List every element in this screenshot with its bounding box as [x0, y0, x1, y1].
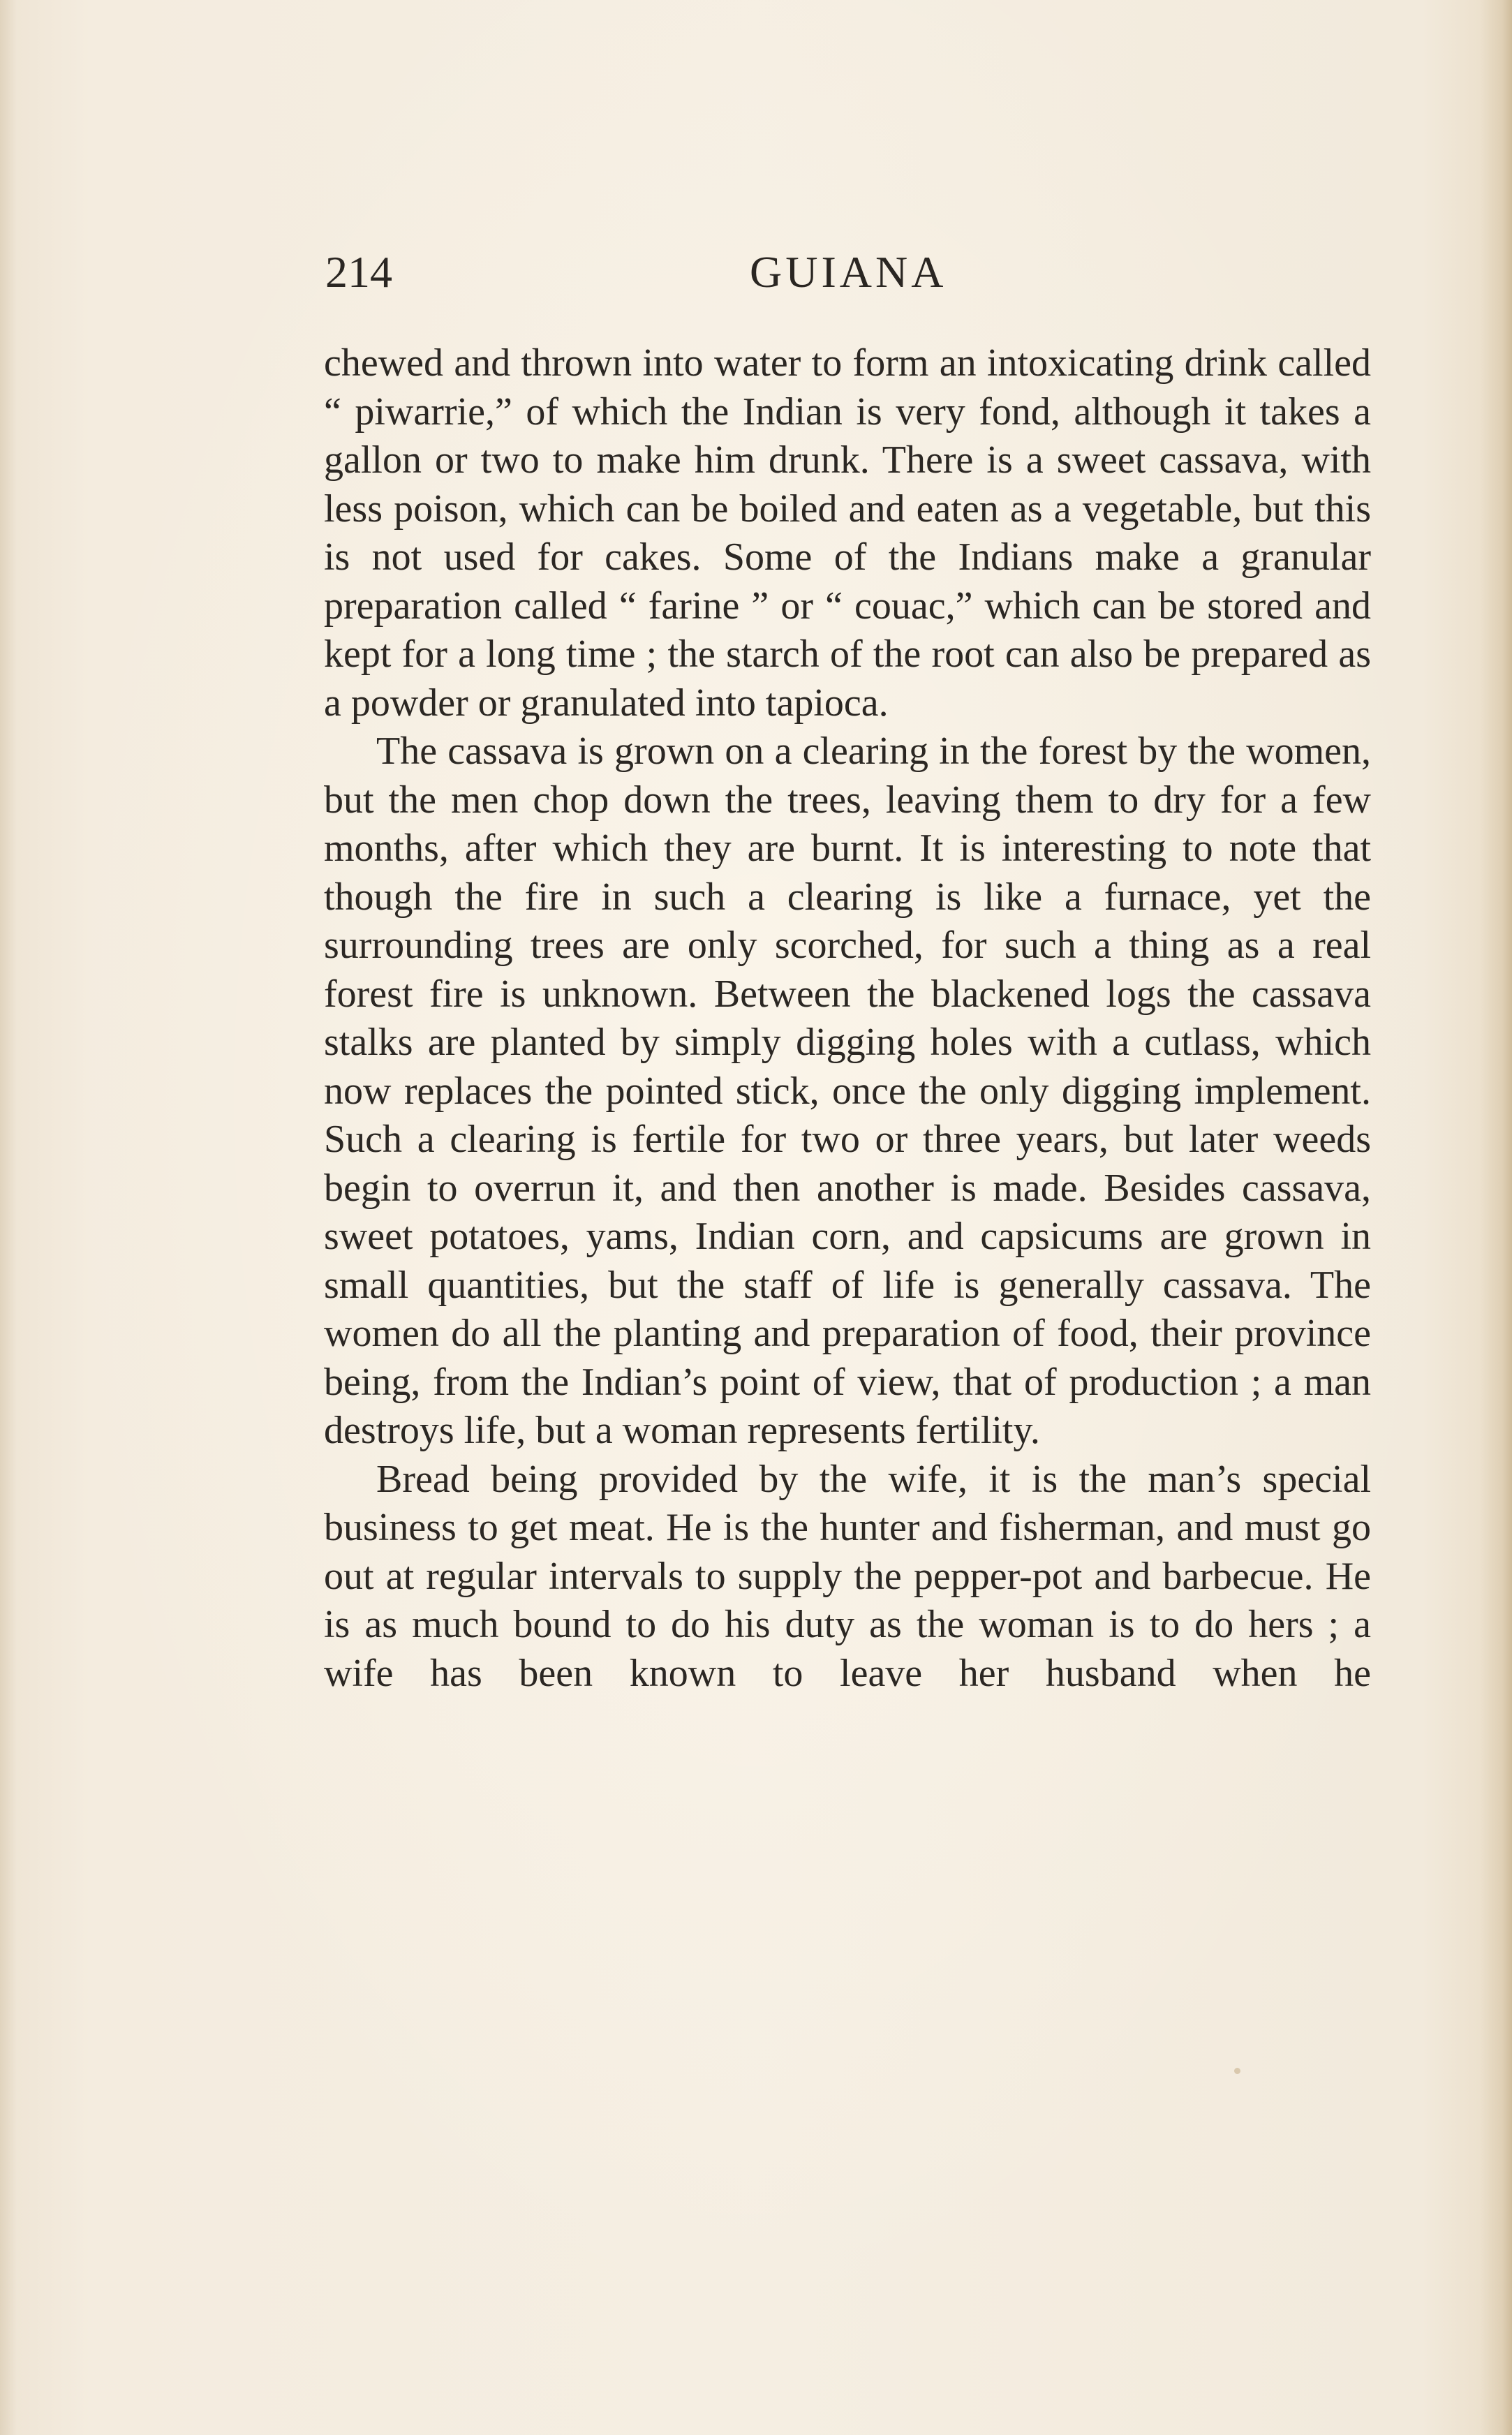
body-text — [324, 339, 1371, 1698]
paper-speck — [1234, 2068, 1240, 2074]
page-left-edge-shading — [0, 0, 17, 2435]
page-number: 214 — [325, 247, 392, 297]
paragraph-cassava-clearing: The cassava is grown on a clearing in the forest by the women, but the men chop down the trees, leaving them to dry for a few months, after which they are burnt. It is interesting to note that though the fire in such a clearing is like a furnace, yet the surrounding trees are only scorched, for such a thing as a real forest fire is unknown. Between the blackened logs the cassava stalks are planted by simply digging holes with a cutlass, which now replaces the pointed stick, once the only digging implement. Such a clearing is fertile for two or three years, but later weeds begin to overrun it, and then another is made. Besides cassava, sweet potatoes, yams, Indian corn, and capsicums are grown in small quantities, but the staff of life is generally cassava. The women do all the planting and preparation of food, their province being, from the Indian’s point of view, that of production ; a man destroys life, but a woman represents fertility. — [324, 730, 1371, 1452]
paragraph-man-hunter: Bread being provided by the wife, it is the man’s special business to get meat. He is the hunter and fisherman, and must go out at regular intervals to supply the pepper-pot and barbecue. He is as much bound to do his duty as the woman is to do hers ; a wife has been known to leave her husband when he — [324, 1457, 1371, 1695]
page-right-edge-shading — [1480, 0, 1512, 2435]
running-title: GUIANA — [750, 247, 947, 297]
page-header — [325, 244, 1372, 300]
paragraph-continuation: chewed and thrown into water to form an intoxicating drink called “ piwarrie,” of which the Indian is very fond, although it takes a gallon or two to make him drunk. There is a sweet cassava, with less poison, which can be boiled and eaten as a vegetable, but this is not used for cakes. Some of the Indians make a granular preparation called “ farine ” or “ couac,” which can be stored and kept for a long time ; the starch of the root can also be prepared as a powder or granulated into tapioca. — [324, 341, 1371, 725]
